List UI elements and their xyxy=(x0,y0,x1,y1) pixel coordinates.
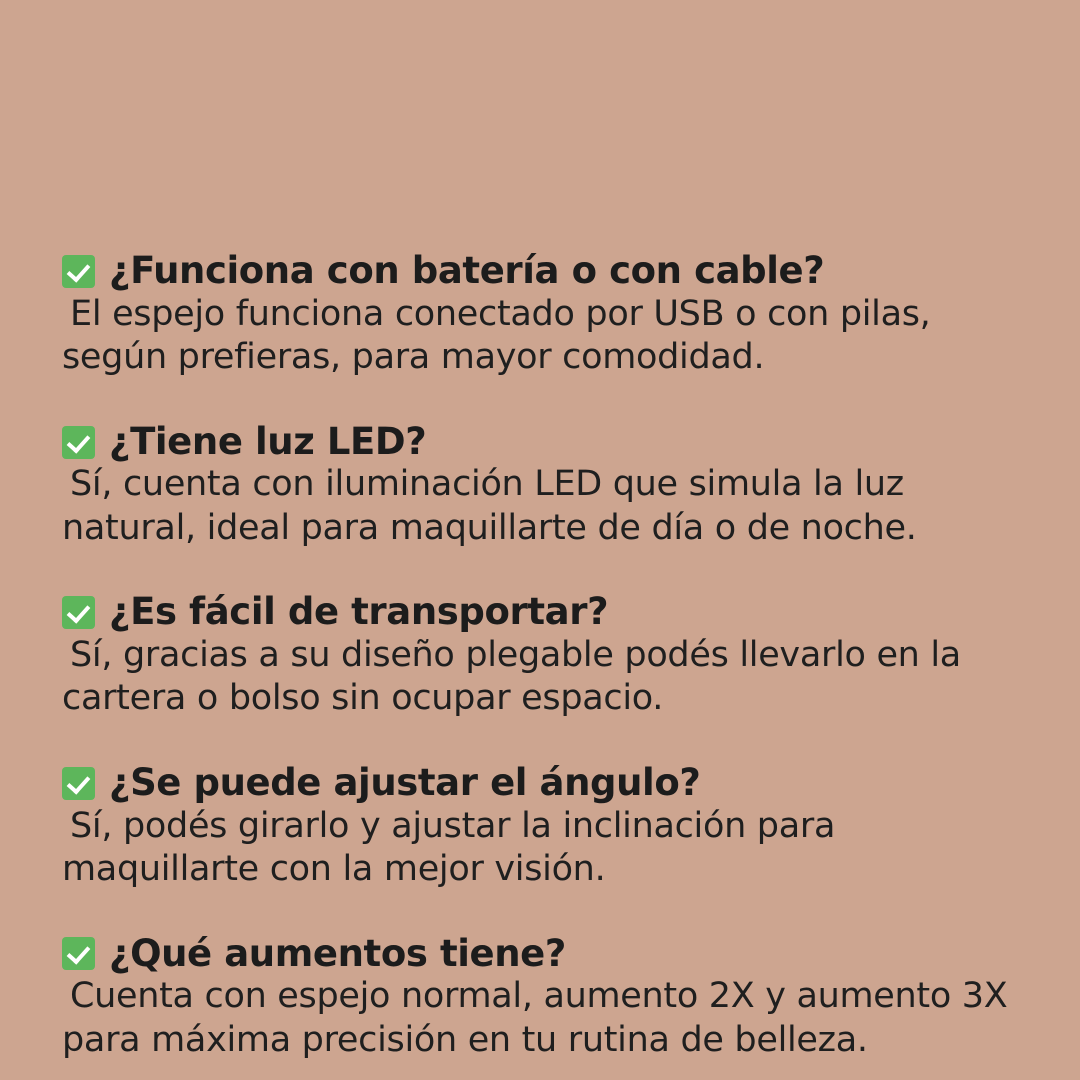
faq-question: ¿Funciona con batería o con cable? xyxy=(109,249,825,292)
check-mark-icon xyxy=(62,426,95,459)
check-mark-icon xyxy=(62,937,95,970)
check-mark-icon xyxy=(62,596,95,629)
faq-answer: Cuenta con espejo normal, aumento 2X y aumento 3X para máxima precisión en tu rutina de belleza. xyxy=(62,976,1008,1060)
faq-item xyxy=(62,760,1018,892)
faq-question: ¿Es fácil de transportar? xyxy=(109,590,609,634)
faq-question: ¿Se puede ajustar el ángulo? xyxy=(109,760,701,804)
faq-item xyxy=(62,590,1018,721)
faq-item xyxy=(62,249,1018,380)
faq-item xyxy=(62,931,1018,1063)
faq-question: ¿Qué aumentos tiene? xyxy=(109,931,566,975)
faq-answer: Sí, podés girarlo y ajustar la inclinación para maquillarte con la mejor visión. xyxy=(62,805,836,890)
check-mark-icon xyxy=(62,255,95,288)
faq-question: ¿Tiene luz LED? xyxy=(109,419,427,463)
faq-question-row xyxy=(62,931,1018,975)
faq-answer: Sí, gracias a su diseño plegable podés llevarlo en la cartera o bolso sin ocupar espacio. xyxy=(62,635,961,719)
faq-question-row xyxy=(62,249,1018,292)
faq-list xyxy=(62,249,1018,1062)
faq-answer: Sí, cuenta con iluminación LED que simula la luz natural, ideal para maquillarte de día o de noche. xyxy=(62,464,917,548)
faq-item xyxy=(62,419,1018,551)
check-mark-icon xyxy=(62,767,95,800)
faq-question-row xyxy=(62,760,1018,804)
faq-question-row xyxy=(62,419,1018,463)
faq-answer: El espejo funciona conectado por USB o con pilas, según prefieras, para mayor comodidad. xyxy=(62,293,931,378)
faq-question-row xyxy=(62,590,1018,634)
